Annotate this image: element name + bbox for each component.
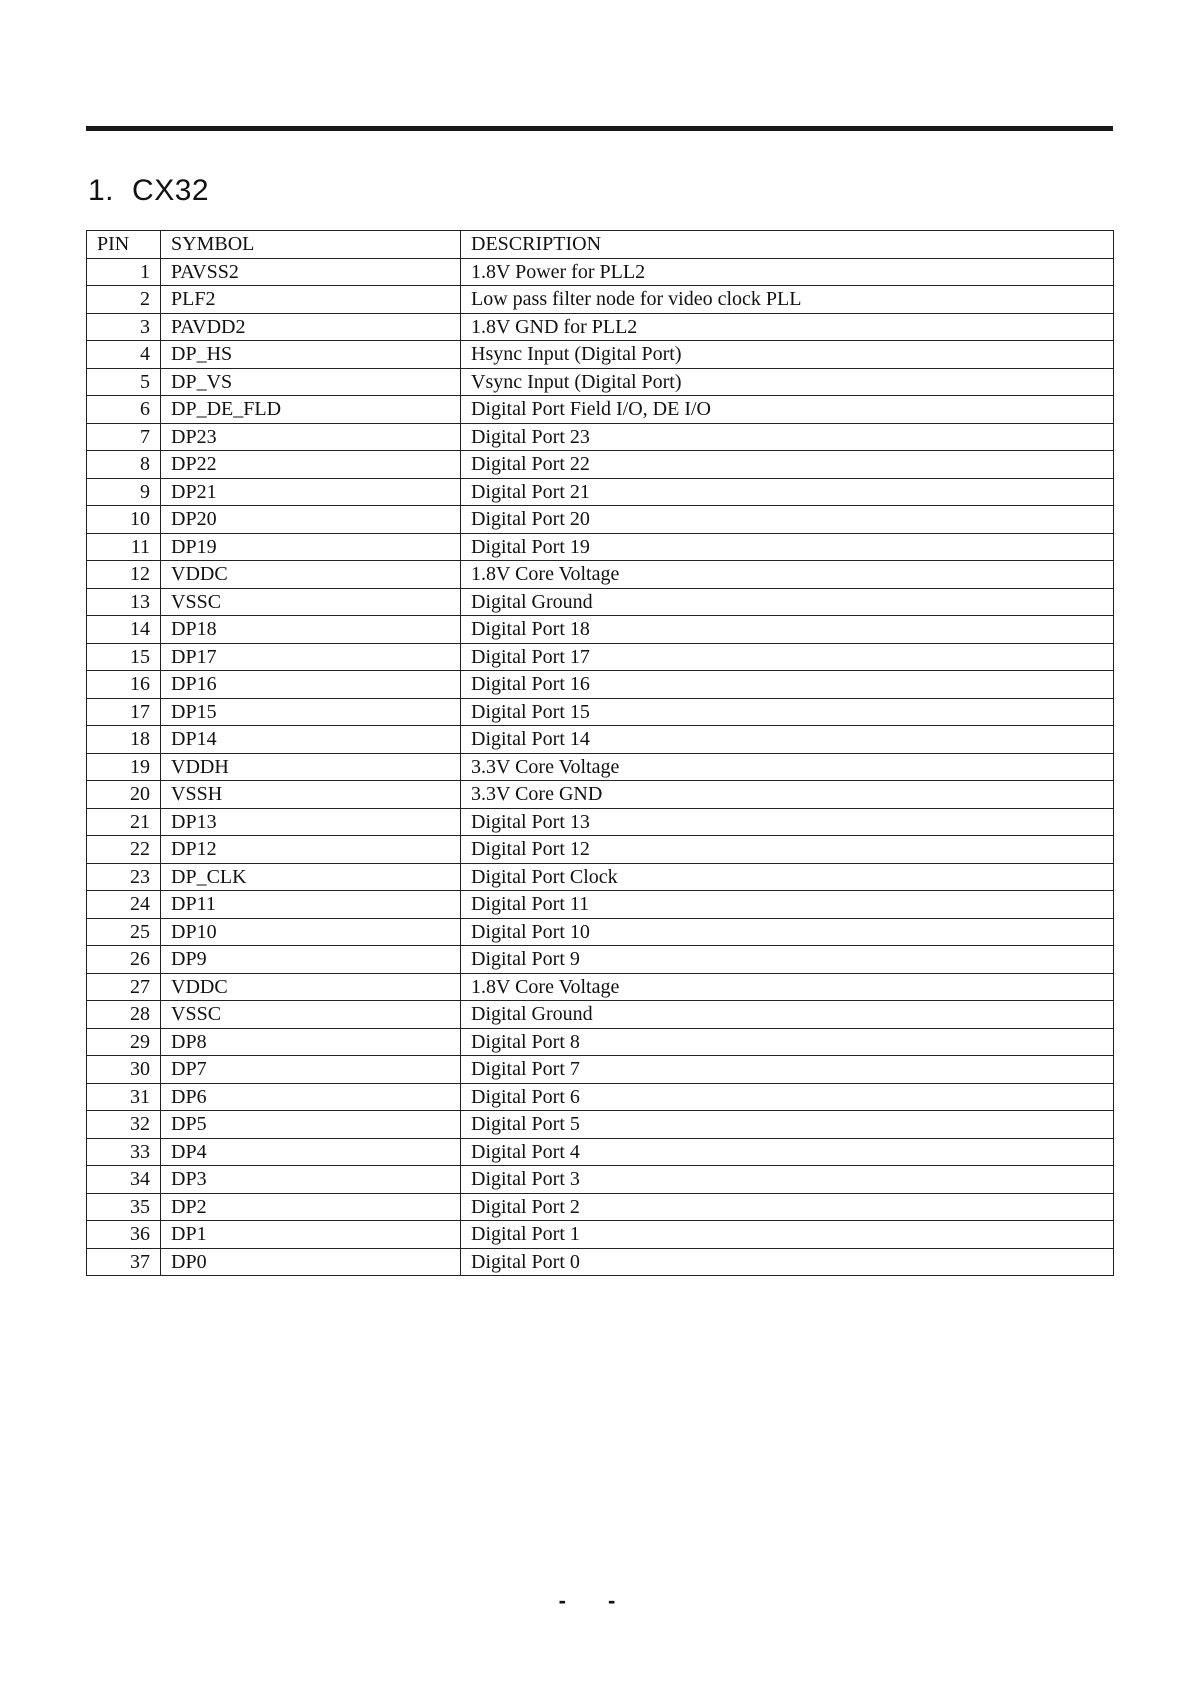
description-cell: Digital Port 5 (461, 1111, 1114, 1139)
section-number: 1. (88, 174, 115, 207)
pin-cell: 14 (87, 616, 161, 644)
pin-cell: 28 (87, 1001, 161, 1029)
description-cell: Digital Port 23 (461, 423, 1114, 451)
description-cell: Digital Port 15 (461, 698, 1114, 726)
symbol-cell: PAVDD2 (161, 313, 461, 341)
pin-cell: 5 (87, 368, 161, 396)
table-row (87, 588, 1114, 616)
pin-cell: 15 (87, 643, 161, 671)
table-row (87, 1001, 1114, 1029)
table-row (87, 616, 1114, 644)
pin-cell: 9 (87, 478, 161, 506)
description-cell: Digital Ground (461, 588, 1114, 616)
pin-cell: 32 (87, 1111, 161, 1139)
header-description: DESCRIPTION (461, 231, 1114, 259)
description-cell: Digital Port 18 (461, 616, 1114, 644)
symbol-cell: DP14 (161, 726, 461, 754)
description-cell: Hsync Input (Digital Port) (461, 341, 1114, 369)
pin-cell: 8 (87, 451, 161, 479)
symbol-cell: DP1 (161, 1221, 461, 1249)
pin-cell: 6 (87, 396, 161, 424)
pin-cell: 31 (87, 1083, 161, 1111)
pin-cell: 7 (87, 423, 161, 451)
symbol-cell: DP_CLK (161, 863, 461, 891)
symbol-cell: DP22 (161, 451, 461, 479)
table-row (87, 1166, 1114, 1194)
symbol-cell: VSSC (161, 1001, 461, 1029)
description-cell: 3.3V Core Voltage (461, 753, 1114, 781)
pin-cell: 24 (87, 891, 161, 919)
pin-cell: 26 (87, 946, 161, 974)
description-cell: Digital Port 0 (461, 1248, 1114, 1276)
description-cell: Digital Port 17 (461, 643, 1114, 671)
description-cell: Digital Port 13 (461, 808, 1114, 836)
table-row (87, 396, 1114, 424)
section-title-text: CX32 (132, 174, 210, 207)
description-cell: 1.8V Core Voltage (461, 973, 1114, 1001)
symbol-cell: DP9 (161, 946, 461, 974)
description-cell: 1.8V Power for PLL2 (461, 258, 1114, 286)
table-row (87, 1028, 1114, 1056)
table-row (87, 973, 1114, 1001)
table-row (87, 368, 1114, 396)
description-cell: Digital Port 22 (461, 451, 1114, 479)
table-row (87, 286, 1114, 314)
symbol-cell: VSSH (161, 781, 461, 809)
description-cell: Digital Ground (461, 1001, 1114, 1029)
pin-table (86, 230, 1114, 1276)
pin-cell: 29 (87, 1028, 161, 1056)
pin-cell: 11 (87, 533, 161, 561)
pin-cell: 2 (87, 286, 161, 314)
symbol-cell: DP6 (161, 1083, 461, 1111)
symbol-cell: VDDC (161, 561, 461, 589)
table-row (87, 561, 1114, 589)
table-row (87, 313, 1114, 341)
symbol-cell: DP2 (161, 1193, 461, 1221)
header-symbol: SYMBOL (161, 231, 461, 259)
pin-cell: 21 (87, 808, 161, 836)
description-cell: Digital Port 20 (461, 506, 1114, 534)
description-cell: Digital Port 8 (461, 1028, 1114, 1056)
pin-cell: 37 (87, 1248, 161, 1276)
pin-cell: 36 (87, 1221, 161, 1249)
table-row (87, 726, 1114, 754)
symbol-cell: DP4 (161, 1138, 461, 1166)
symbol-cell: DP18 (161, 616, 461, 644)
table-row (87, 1248, 1114, 1276)
pin-cell: 19 (87, 753, 161, 781)
description-cell: Digital Port 21 (461, 478, 1114, 506)
table-row (87, 808, 1114, 836)
description-cell: Digital Port 1 (461, 1221, 1114, 1249)
symbol-cell: DP13 (161, 808, 461, 836)
table-row (87, 1221, 1114, 1249)
table-row (87, 946, 1114, 974)
description-cell: 1.8V GND for PLL2 (461, 313, 1114, 341)
symbol-cell: DP_VS (161, 368, 461, 396)
symbol-cell: DP17 (161, 643, 461, 671)
symbol-cell: DP11 (161, 891, 461, 919)
pin-cell: 33 (87, 1138, 161, 1166)
symbol-cell: VSSC (161, 588, 461, 616)
table-row (87, 1138, 1114, 1166)
pin-cell: 22 (87, 836, 161, 864)
table-row (87, 891, 1114, 919)
table-row (87, 451, 1114, 479)
pin-cell: 3 (87, 313, 161, 341)
symbol-cell: DP0 (161, 1248, 461, 1276)
table-row (87, 506, 1114, 534)
table-row (87, 671, 1114, 699)
table-row (87, 1111, 1114, 1139)
description-cell: Digital Port 19 (461, 533, 1114, 561)
symbol-cell: DP3 (161, 1166, 461, 1194)
symbol-cell: DP19 (161, 533, 461, 561)
pin-cell: 12 (87, 561, 161, 589)
description-cell: Digital Port 2 (461, 1193, 1114, 1221)
description-cell: Digital Port 7 (461, 1056, 1114, 1084)
description-cell: Digital Port 16 (461, 671, 1114, 699)
table-row (87, 1083, 1114, 1111)
table-header-row (87, 231, 1114, 259)
header-pin: PIN (87, 231, 161, 259)
pin-cell: 4 (87, 341, 161, 369)
pin-cell: 13 (87, 588, 161, 616)
table-row (87, 836, 1114, 864)
pin-table-body (87, 258, 1114, 1276)
symbol-cell: PAVSS2 (161, 258, 461, 286)
symbol-cell: DP_HS (161, 341, 461, 369)
pin-cell: 35 (87, 1193, 161, 1221)
description-cell: 1.8V Core Voltage (461, 561, 1114, 589)
symbol-cell: DP15 (161, 698, 461, 726)
table-row (87, 341, 1114, 369)
pin-cell: 10 (87, 506, 161, 534)
symbol-cell: PLF2 (161, 286, 461, 314)
symbol-cell: DP7 (161, 1056, 461, 1084)
table-row (87, 698, 1114, 726)
description-cell: Digital Port 3 (461, 1166, 1114, 1194)
table-row (87, 423, 1114, 451)
description-cell: Digital Port 9 (461, 946, 1114, 974)
table-row (87, 918, 1114, 946)
symbol-cell: DP16 (161, 671, 461, 699)
symbol-cell: DP12 (161, 836, 461, 864)
table-row (87, 258, 1114, 286)
table-row (87, 1193, 1114, 1221)
pin-cell: 18 (87, 726, 161, 754)
symbol-cell: DP5 (161, 1111, 461, 1139)
pin-cell: 16 (87, 671, 161, 699)
description-cell: Vsync Input (Digital Port) (461, 368, 1114, 396)
pin-cell: 23 (87, 863, 161, 891)
pin-cell: 17 (87, 698, 161, 726)
pin-cell: 25 (87, 918, 161, 946)
table-row (87, 533, 1114, 561)
symbol-cell: DP23 (161, 423, 461, 451)
description-cell: Digital Port 12 (461, 836, 1114, 864)
pin-cell: 34 (87, 1166, 161, 1194)
table-row (87, 781, 1114, 809)
description-cell: Digital Port 6 (461, 1083, 1114, 1111)
header-rule (86, 126, 1113, 131)
description-cell: Digital Port 10 (461, 918, 1114, 946)
symbol-cell: DP21 (161, 478, 461, 506)
symbol-cell: DP20 (161, 506, 461, 534)
symbol-cell: DP8 (161, 1028, 461, 1056)
description-cell: Digital Port 4 (461, 1138, 1114, 1166)
symbol-cell: DP_DE_FLD (161, 396, 461, 424)
description-cell: Digital Port Field I/O, DE I/O (461, 396, 1114, 424)
symbol-cell: DP10 (161, 918, 461, 946)
table-row (87, 753, 1114, 781)
pin-cell: 1 (87, 258, 161, 286)
description-cell: Digital Port 14 (461, 726, 1114, 754)
description-cell: Digital Port 11 (461, 891, 1114, 919)
symbol-cell: VDDH (161, 753, 461, 781)
pin-cell: 27 (87, 973, 161, 1001)
table-row (87, 478, 1114, 506)
table-row (87, 643, 1114, 671)
table-row (87, 863, 1114, 891)
description-cell: Low pass filter node for video clock PLL (461, 286, 1114, 314)
pin-cell: 30 (87, 1056, 161, 1084)
pin-cell: 20 (87, 781, 161, 809)
section-title (88, 174, 209, 208)
description-cell: 3.3V Core GND (461, 781, 1114, 809)
symbol-cell: VDDC (161, 973, 461, 1001)
table-row (87, 1056, 1114, 1084)
page-number: - - (558, 1588, 634, 1613)
description-cell: Digital Port Clock (461, 863, 1114, 891)
